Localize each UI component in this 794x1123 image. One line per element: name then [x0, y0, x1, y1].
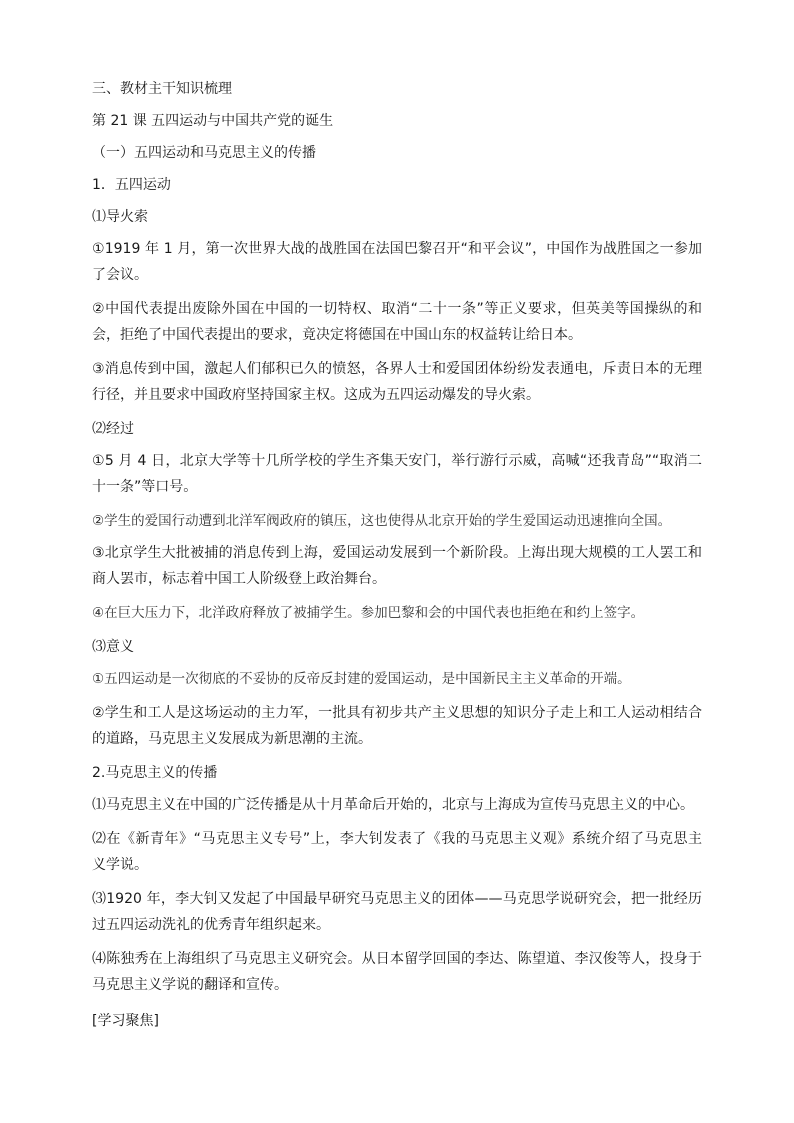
- paragraph-line: 的道路，马克思主义发展成为新思潮的主流。: [92, 731, 372, 747]
- paragraph-line: ⑴马克思主义在中国的广泛传播是从十月革命后开始的，北京与上海成为宣传马克思主义的中心。: [92, 797, 694, 813]
- paragraph-line: ①1919 年 1 月，第一次世界大战的战胜国在法国巴黎召开“和平会议”，中国作为战胜国之一参加: [92, 241, 702, 257]
- paragraph-line: ②中国代表提出废除外国在中国的一切特权、取消“二十一条”等正义要求，但英美等国操纵的和: [92, 301, 702, 317]
- paragraph-line: 了会议。: [92, 267, 148, 283]
- subheading-process: ⑵经过: [92, 421, 134, 437]
- paragraph-line: 商人罢市，标志着中国工人阶级登上政治舞台。: [92, 571, 386, 587]
- paragraph-line: ①5 月 4 日，北京大学等十几所学校的学生齐集天安门，举行游行示威，高喊“还我青岛”“取消二: [92, 453, 702, 469]
- lesson-title: 第 21 课 五四运动与中国共产党的诞生: [92, 113, 334, 129]
- subheading-fuse: ⑴导火索: [92, 209, 148, 225]
- section-title: 三、教材主干知识梳理: [92, 81, 232, 97]
- paragraph-line: 马克思主义学说的翻译和宣传。: [92, 977, 288, 993]
- paragraph-line: 会，拒绝了中国代表提出的要求，竟决定将德国在中国山东的权益转让给日本。: [92, 327, 582, 343]
- paragraph-line: 过五四运动洗礼的优秀青年组织起来。: [92, 917, 330, 933]
- paragraph-line: ④在巨大压力下，北洋政府释放了被捕学生。参加巴黎和会的中国代表也拒绝在和约上签字。: [92, 605, 645, 621]
- paragraph-line: ③消息传到中国，激起人们郁积已久的愤怒，各界人士和爱国团体纷纷发表通电，斥责日本的无理: [92, 361, 702, 377]
- paragraph-line: 十一条”等口号。: [92, 479, 198, 495]
- subheading-significance: ⑶意义: [92, 639, 134, 655]
- paragraph-line: ⑵在《新青年》“马克思主义专号”上，李大钊发表了《我的马克思主义观》系统介绍了马克思主: [92, 831, 702, 847]
- part-title: （一）五四运动和马克思主义的传播: [92, 145, 316, 161]
- heading-may-fourth: 1．五四运动: [92, 177, 171, 193]
- paragraph-line: ⑷陈独秀在上海组织了马克思主义研究会。从日本留学回国的李达、陈望道、李汉俊等人，投身于: [92, 951, 702, 967]
- paragraph-line: ②学生的爱国行动遭到北洋军阀政府的镇压，这也使得从北京开始的学生爱国运动迅速推向全国。: [92, 513, 672, 529]
- learning-focus-label: [学习聚焦]: [92, 1013, 159, 1029]
- paragraph-line: ②学生和工人是这场运动的主力军，一批具有初步共产主义思想的知识分子走上和工人运动相结合: [92, 705, 702, 721]
- paragraph-line: ⑶1920 年，李大钊又发起了中国最早研究马克思主义的团体——马克思学说研究会，把一批经历: [92, 891, 702, 907]
- paragraph-line: ①五四运动是一次彻底的不妥协的反帝反封建的爱国运动，是中国新民主主义革命的开端。: [92, 671, 631, 687]
- paragraph-line: 义学说。: [92, 857, 148, 873]
- heading-marxism-spread: 2.马克思主义的传播: [92, 765, 218, 781]
- paragraph-line: ③北京学生大批被捕的消息传到上海，爱国运动发展到一个新阶段。上海出现大规模的工人罢工和: [92, 545, 702, 561]
- paragraph-line: 行径，并且要求中国政府坚持国家主权。这成为五四运动爆发的导火索。: [92, 387, 540, 403]
